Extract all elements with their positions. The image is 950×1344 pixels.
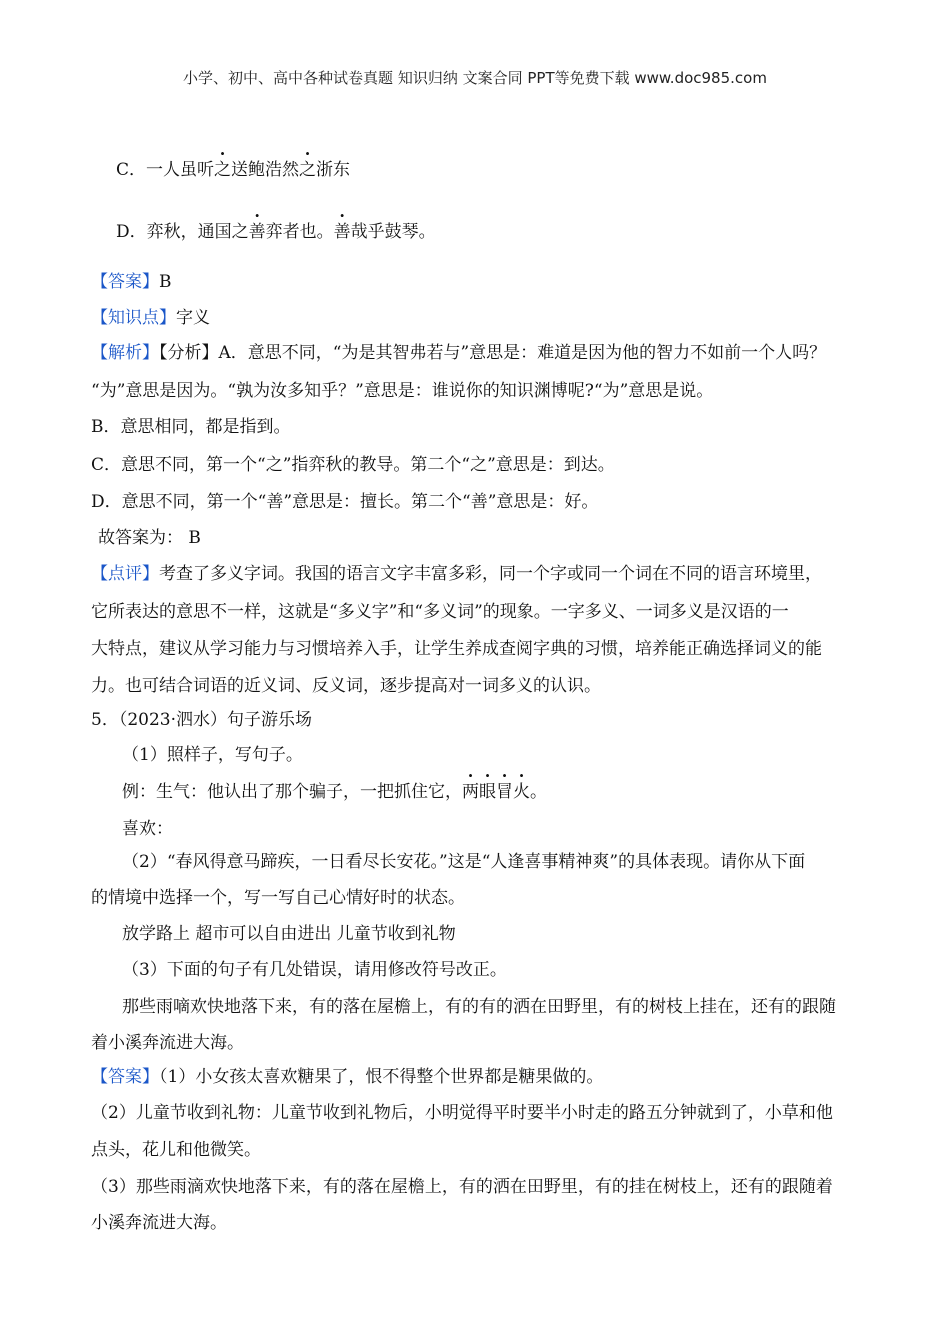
comment-text: 考查了多义字词。我国的语言文字丰富多彩，同一个字或同一个词在不同的语言环境里，: [159, 564, 822, 584]
q5-scenes: 放学路上 超市可以自由进出 儿童节收到礼物: [122, 924, 456, 944]
q4-comment-line-4: 力。也可结合词语的近义词、反义词，逐步提高对一词多义的认识。: [91, 676, 601, 696]
option-d-text-a: D．弈秋，通国之: [116, 222, 249, 242]
q5-sentence-line-2: 着小溪奔流进大海。: [91, 1033, 244, 1053]
answer-tag: 【答案】: [91, 1067, 159, 1087]
q5-title: 5．（2023·泗水）句子游乐场: [91, 710, 312, 730]
q5-part-1: （1）照样子，写句子。: [122, 745, 303, 765]
q4-analysis-line-2: “为”意思是因为。“孰为汝多知乎？”意思是：谁说你的知识渊博呢?“为”意思是说。: [91, 381, 714, 401]
emphasis-char: 眼: [479, 782, 496, 802]
option-d-text-c: 哉乎鼓琴。: [350, 222, 436, 242]
option-c-text-a: C．一人虽听: [116, 160, 215, 180]
emphasis-char: 善: [248, 222, 266, 242]
example-text: 例：生气：他认出了那个骗子，一把抓住它，: [122, 782, 462, 802]
comment-tag: 【点评】: [91, 564, 159, 584]
option-d: [116, 222, 436, 242]
emphasis-char: 火: [513, 782, 530, 802]
page-header: 小学、初中、高中各种试卷真题 知识归纳 文案合同 PPT等免费下载 www.doc985.com: [183, 69, 767, 87]
q5-answer-3-line-1: （3）那些雨滴欢快地落下来，有的落在屋檐上，有的洒在田野里，有的挂在树枝上，还有的跟随着: [91, 1177, 833, 1197]
option-c-text-b: 送鲍浩然: [231, 160, 300, 180]
emphasis-char: 善: [333, 222, 351, 242]
knowledge-point-tag: 【知识点】: [91, 308, 176, 328]
q4-comment-line-1: [91, 564, 822, 584]
q4-conclusion: 故答案为： B: [98, 528, 201, 548]
q5-answer-3-line-2: 小溪奔流进大海。: [91, 1213, 227, 1233]
q4-knowledge-point: [91, 308, 210, 328]
q5-answer-2-line-1: （2）儿童节收到礼物：儿童节收到礼物后，小明觉得平时要半小时走的路五分钟就到了，小草和他: [91, 1103, 833, 1123]
q5-part-2-line-1: （2）“春风得意马蹄疾，一日看尽长安花。”这是“人逢喜事精神爽”的具体表现。请你从下面: [122, 852, 806, 872]
q4-analysis-b: B．意思相同，都是指到。: [91, 417, 291, 437]
q4-comment-line-2: 它所表达的意思不一样，这就是“多义字”和“多义词”的现象。一字多义、一词多义是汉语的一: [91, 602, 789, 622]
q4-analysis-d: D．意思不同，第一个“善”意思是：擅长。第二个“善”意思是：好。: [91, 492, 599, 512]
answer-value: B: [159, 272, 172, 292]
q5-like-prompt: 喜欢：: [122, 819, 173, 839]
q5-example: [122, 782, 547, 802]
option-c: [116, 160, 350, 180]
q5-part-2-line-2: 的情境中选择一个，写一写自己心情好时的状态。: [91, 888, 465, 908]
analysis-tag: 【解析】: [91, 343, 159, 363]
option-c-text-c: 浙东: [316, 160, 351, 180]
q4-comment-line-3: 大特点，建议从学习能力与习惯培养入手，让学生养成查阅字典的习惯，培养能正确选择词义的能: [91, 639, 822, 659]
option-d-text-b: 弈者也。: [265, 222, 334, 242]
q5-part-3: （3）下面的句子有几处错误，请用修改符号改正。: [122, 960, 507, 980]
q4-analysis-line-1: [91, 343, 826, 363]
q5-answer-1: [91, 1067, 603, 1087]
emphasis-char: 之: [214, 160, 232, 180]
example-end: 。: [530, 782, 547, 802]
emphasis-char: 之: [299, 160, 317, 180]
answer-text: （1）小女孩太喜欢糖果了，恨不得整个世界都是糖果做的。: [159, 1067, 604, 1087]
knowledge-point-value: 字义: [176, 308, 210, 328]
q4-analysis-c: C．意思不同，第一个“之”指弈秋的教导。第二个“之”意思是：到达。: [91, 455, 615, 475]
analysis-text: 【分析】A．意思不同，“为是其智弗若与”意思是：难道是因为他的智力不如前一个人吗？: [159, 343, 827, 363]
emphasis-char: 两: [462, 782, 479, 802]
q5-answer-2-line-2: 点头，花儿和他微笑。: [91, 1140, 261, 1160]
answer-tag: 【答案】: [91, 272, 159, 292]
q4-answer: [91, 272, 172, 292]
q5-sentence-line-1: 那些雨嘀欢快地落下来，有的落在屋檐上，有的有的洒在田野里，有的树枝上挂在，还有的跟随: [122, 997, 836, 1017]
emphasis-char: 冒: [496, 782, 513, 802]
